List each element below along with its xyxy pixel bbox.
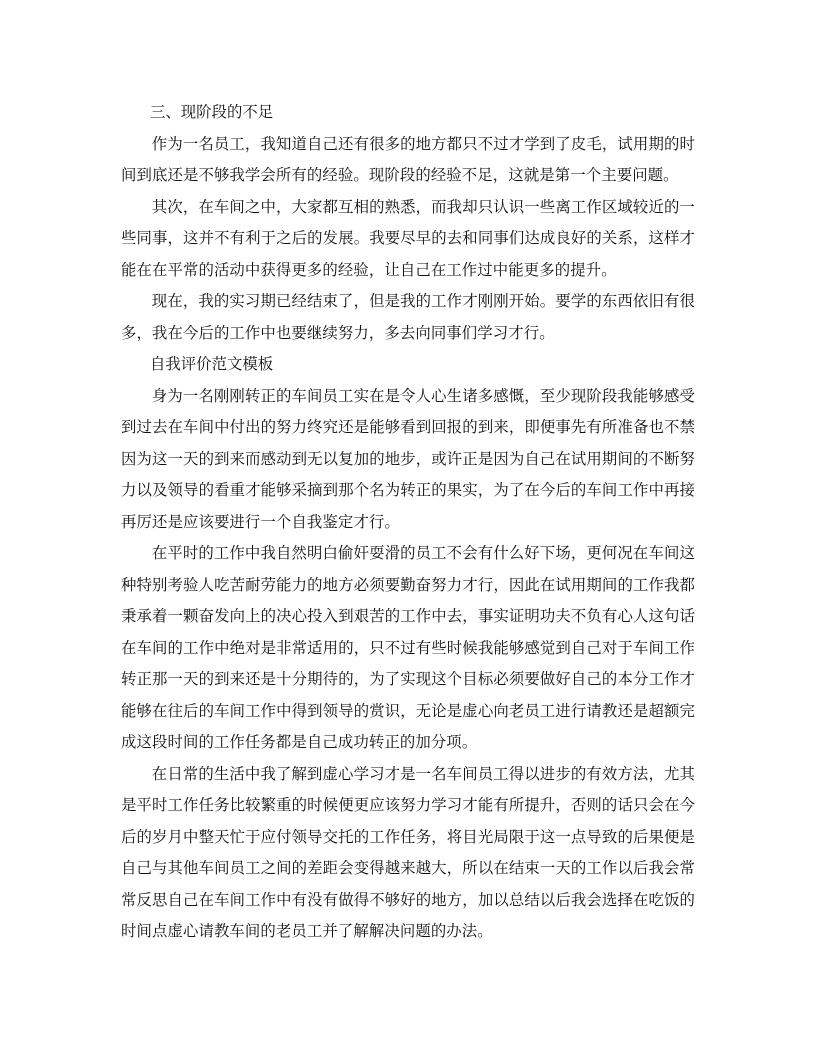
paragraph-diligent-work: 在平时的工作中我自然明白偷奸耍滑的员工不会有什么好下场，更何况在车间这种特别考验人吃苦耐劳能力的地方必须要勤奋努力才行，因此在试用期间的工作我都秉承着一颗奋发向上的决心投入到艰苦的工作中去，事实证明功夫不负有心人这句话在车间的工作中绝对是非常适用的，只不过有些时候我能够感觉到自己对于车间工作转正那一天的到来还是十分期待的，为了实现这个目标必须要做好自己的本分工作才能够在往后的车间工作中得到领导的赏识，无论是虚心向老员工进行请教还是超额完成这段时间的工作任务都是自己成功转正的加分项。 xyxy=(121,544,695,751)
section-heading-template: 自我评价范文模板 xyxy=(150,355,274,373)
paragraph-humble-learning: 在日常的生活中我了解到虚心学习才是一名车间员工得以进步的有效方法，尤其是平时工作任务比较繁重的时候便更应该努力学习才能有所提升，否则的话只会在今后的岁月中整天忙于应付领导交托的工作任务，将目光局限于这一点导致的后果便是自己与其他车间员工之间的差距会变得越来越大，所以在结束一天的工作以后我会常常反思自己在车间工作中有没有做得不够好的地方，加以总结以后我会选择在吃饭的时间点虚心请教车间的老员工并了解解决问题的办法。 xyxy=(121,764,695,940)
paragraph-regularization-feelings: 身为一名刚刚转正的车间员工实在是令人心生诸多感慨，至少现阶段我能够感受到过去在车间中付出的努力终究还是能够看到回报的到来，即便事先有所准备也不禁因为这一天的到来而感动到无以复加的地步，或许正是因为自己在试用期间的不断努力以及领导的看重才能够采摘到那个名为转正的果实，为了在今后的车间工作中再接再厉还是应该要进行一个自我鉴定才行。 xyxy=(121,386,695,531)
paragraph-colleague-relations: 其次，在车间之中，大家都互相的熟悉，而我却只认识一些离工作区域较近的一些同事，这并不有利于之后的发展。我要尽早的去和同事们达成良好的关系，这样才能在在平常的活动中获得更多的经验，让自己在工作过中能更多的提升。 xyxy=(121,197,695,279)
paragraph-internship-ended: 现在，我的实习期已经结束了，但是我的工作才刚刚开始。要学的东西依旧有很多，我在今后的工作中也要继续努力，多去向同事们学习才行。 xyxy=(121,292,695,342)
paragraph-experience-lacking: 作为一名员工，我知道自己还有很多的地方都只不过才学到了皮毛，试用期的时间到底还是不够我学会所有的经验。现阶段的经验不足，这就是第一个主要问题。 xyxy=(121,134,695,184)
document-page xyxy=(121,97,695,948)
section-heading-shortcomings: 三、现阶段的不足 xyxy=(150,103,274,121)
